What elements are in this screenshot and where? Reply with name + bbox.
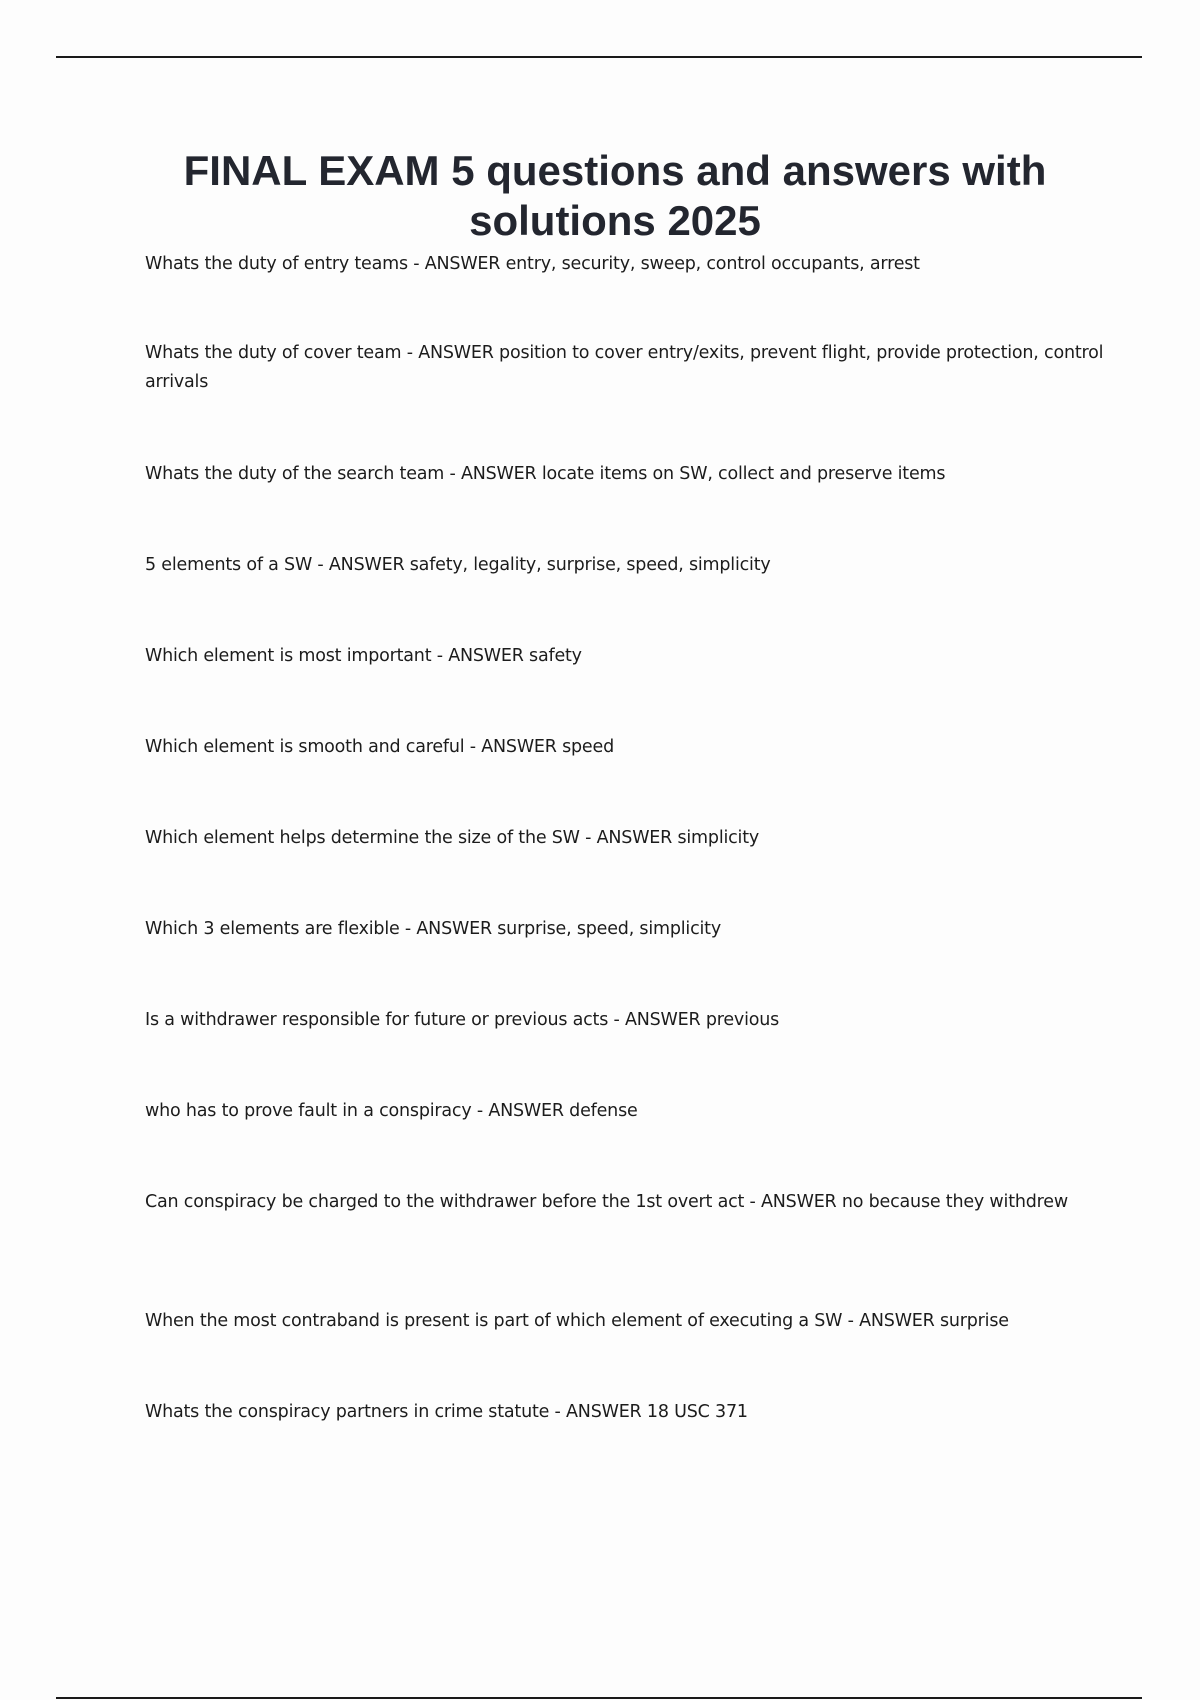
top-divider bbox=[56, 56, 1142, 58]
qa-item: Whats the duty of the search team - ANSWER locate items on SW, collect and preserve items bbox=[145, 464, 946, 484]
qa-item: Is a withdrawer responsible for future or previous acts - ANSWER previous bbox=[145, 1010, 780, 1030]
qa-item: Which element is most important - ANSWER safety bbox=[145, 646, 582, 666]
qa-item: Whats the duty of cover team - ANSWER position to cover entry/exits, prevent flight, provide protection, control arrivals bbox=[145, 343, 1104, 392]
document-title: FINAL EXAM 5 questions and answers with solutions 2025 bbox=[183, 147, 1047, 244]
qa-item: Whats the conspiracy partners in crime statute - ANSWER 18 USC 371 bbox=[145, 1402, 748, 1422]
bottom-divider bbox=[56, 1697, 1142, 1699]
qa-item: 5 elements of a SW - ANSWER safety, legality, surprise, speed, simplicity bbox=[145, 555, 771, 575]
qa-item: Which element helps determine the size of the SW - ANSWER simplicity bbox=[145, 828, 760, 848]
qa-item: who has to prove fault in a conspiracy - ANSWER defense bbox=[145, 1101, 638, 1121]
qa-item: Can conspiracy be charged to the withdrawer before the 1st overt act - ANSWER no because they withdrew bbox=[145, 1192, 1068, 1212]
qa-item: When the most contraband is present is part of which element of executing a SW - ANSWER surprise bbox=[145, 1311, 1009, 1331]
qa-item: Which 3 elements are flexible - ANSWER surprise, speed, simplicity bbox=[145, 919, 721, 939]
qa-item: Which element is smooth and careful - ANSWER speed bbox=[145, 737, 614, 757]
qa-item: Whats the duty of entry teams - ANSWER entry, security, sweep, control occupants, arrest bbox=[145, 254, 920, 274]
